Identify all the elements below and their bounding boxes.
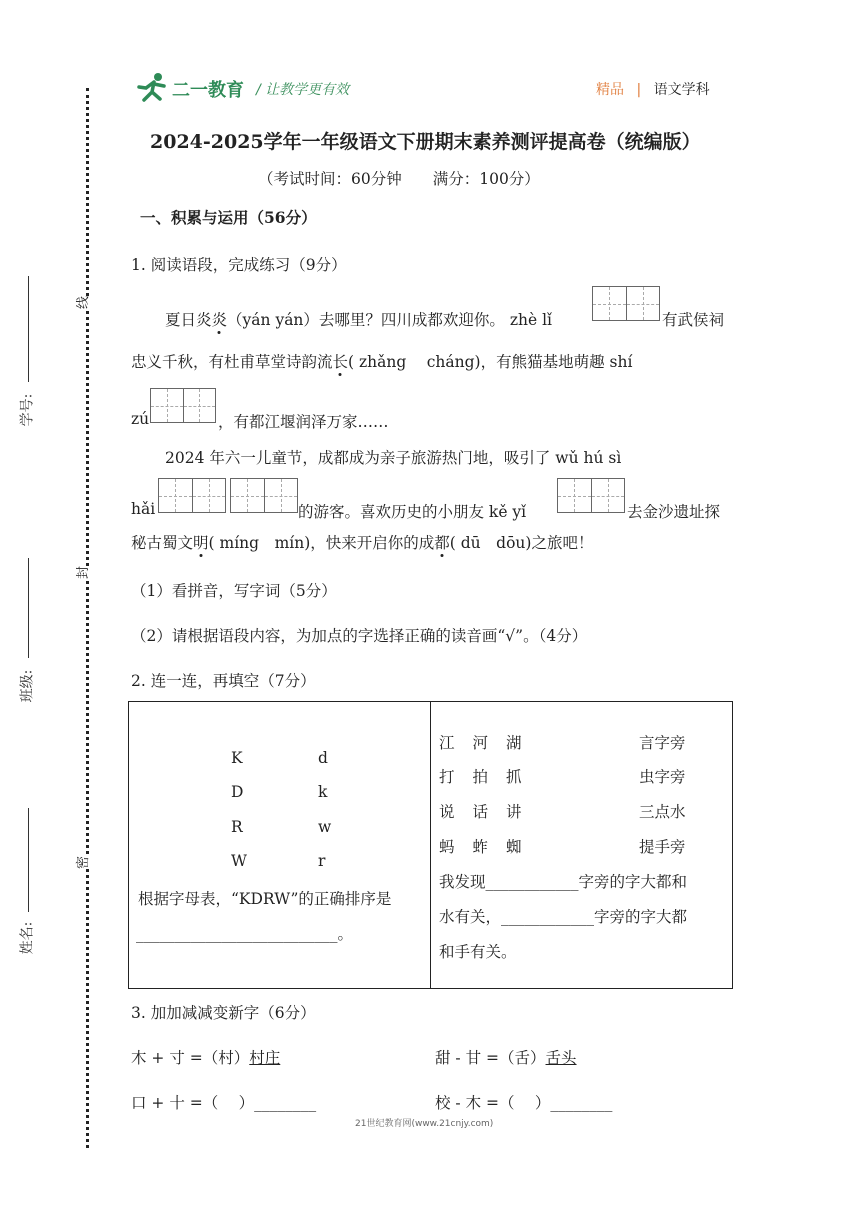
question-3-title: 3. 加加减减变新字（6分）	[131, 1004, 316, 1022]
exam-info: （考试时间：60分钟 满分：100分）	[258, 170, 540, 188]
passage-line-1-end: 有武侯祠	[662, 311, 725, 329]
sub-question-1: （1）看拼音，写字词（5分）	[131, 582, 337, 600]
page-title: 2024-2025学年一年级语文下册期末素养测评提高卷（统编版）	[150, 131, 701, 153]
dotted-char: 长	[332, 353, 349, 371]
dotted-char: 都	[434, 534, 450, 552]
writing-grid-zheli[interactable]	[592, 286, 660, 321]
writing-grid-keyi[interactable]	[557, 478, 625, 513]
char-row-1: 打 拍 抓	[439, 768, 522, 786]
question-2-title: 2. 连一连，再填空（7分）	[131, 672, 316, 690]
letter-lower-2[interactable]: w	[318, 818, 332, 836]
class-label: 班级:	[19, 669, 36, 703]
section-heading: 一、积累与运用（56分）	[140, 208, 317, 227]
side-label-mi: 密	[69, 856, 94, 869]
header-right	[596, 79, 710, 99]
passage-line-5b: 的游客。喜欢历史的小朋友 kě yǐ	[298, 503, 527, 521]
letter-lower-1[interactable]: k	[318, 783, 328, 801]
passage-line-2: 忠义千秋，有杜甫草堂诗韵流长( zhǎng cháng)，有熊猫基地萌趣 shí	[131, 353, 633, 371]
table-divider	[430, 702, 431, 988]
char-row-3: 蚂 蚱 蜘	[439, 838, 522, 856]
radical-2[interactable]: 三点水	[639, 803, 686, 821]
passage-line-6: 秘古蜀文明( míng mín)，快来开启你的成都( dū dōu)之旅吧！	[131, 534, 594, 552]
exercise-2[interactable]: 校 - 木 =（ ）________	[435, 1094, 613, 1112]
alphabet-answer-blank[interactable]: __________________________。	[136, 925, 354, 943]
quality-label: 精品	[596, 82, 624, 98]
sub-question-2: （2）请根据语段内容，为加点的字选择正确的读音画“√”。（4分）	[131, 627, 588, 645]
passage-line-4: 2024 年六一儿童节，成都成为亲子旅游热门地，吸引了 wǔ hú sì	[165, 449, 622, 467]
example-2: 甜 - 甘 =（舌）舌头	[435, 1049, 577, 1067]
exercise-1[interactable]: 口 + 十 =（ ）________	[131, 1094, 317, 1112]
passage-line-5c: 去金沙遗址探	[627, 503, 721, 521]
student-id-label: 学号:	[19, 393, 36, 427]
dotted-char: 明	[193, 534, 209, 552]
dotted-char: 炎	[211, 311, 228, 329]
header-logo	[136, 72, 246, 102]
slogan: / 让教学更有效	[256, 82, 350, 98]
logo-text: 二一教育	[172, 80, 244, 101]
fill-line-2[interactable]: 水有关，____________字旁的字大都	[439, 908, 688, 926]
class-line[interactable]	[28, 558, 29, 658]
fill-line-1[interactable]: 我发现____________字旁的字大都和	[439, 873, 688, 891]
char-row-2: 说 话 讲	[439, 803, 522, 821]
fill-line-3: 和手有关。	[439, 943, 517, 961]
letter-upper-2[interactable]: R	[231, 818, 243, 836]
example-1: 木 + 寸 =（村）村庄	[131, 1049, 281, 1067]
name-label: 姓名:	[19, 921, 36, 955]
passage-line-3b: ，有都江堰润泽万家……	[218, 413, 389, 431]
subject-label: 语文学科	[653, 82, 710, 98]
passage-line-1: 夏日炎炎（yán yán）去哪里？四川成都欢迎你。 zhè lǐ	[165, 311, 553, 329]
header-separator: |	[636, 82, 642, 98]
side-label-feng: 封	[69, 566, 94, 579]
letter-upper-3[interactable]: W	[231, 852, 247, 870]
char-row-0: 江 河 湖	[439, 734, 522, 752]
name-line[interactable]	[28, 808, 29, 912]
passage-line-3a: zú	[131, 410, 150, 428]
student-id-line[interactable]	[28, 276, 29, 382]
letter-lower-3[interactable]: r	[318, 852, 326, 870]
writing-grid-shizu[interactable]	[150, 388, 216, 423]
alphabet-question: 根据字母表，“KDRW”的正确排序是	[138, 890, 392, 908]
letter-upper-1[interactable]: D	[231, 783, 244, 801]
runner-logo-icon	[136, 72, 170, 102]
radical-1[interactable]: 虫字旁	[639, 768, 686, 786]
passage-line-5a: hǎi	[131, 500, 156, 518]
side-label-xian: 线	[69, 296, 94, 309]
writing-grid-wuhu-1[interactable]	[158, 478, 226, 513]
letter-lower-0[interactable]: d	[318, 749, 328, 767]
radical-0[interactable]: 言字旁	[639, 734, 686, 752]
letter-upper-0[interactable]: K	[231, 749, 243, 767]
footer-watermark: 21世纪教育网(www.21cnjy.com)	[355, 1119, 494, 1129]
question-1-title: 1. 阅读语段，完成练习（9分）	[131, 256, 347, 274]
writing-grid-wuhu-2[interactable]	[230, 478, 298, 513]
binding-line	[86, 88, 89, 1148]
radical-3[interactable]: 提手旁	[639, 838, 686, 856]
